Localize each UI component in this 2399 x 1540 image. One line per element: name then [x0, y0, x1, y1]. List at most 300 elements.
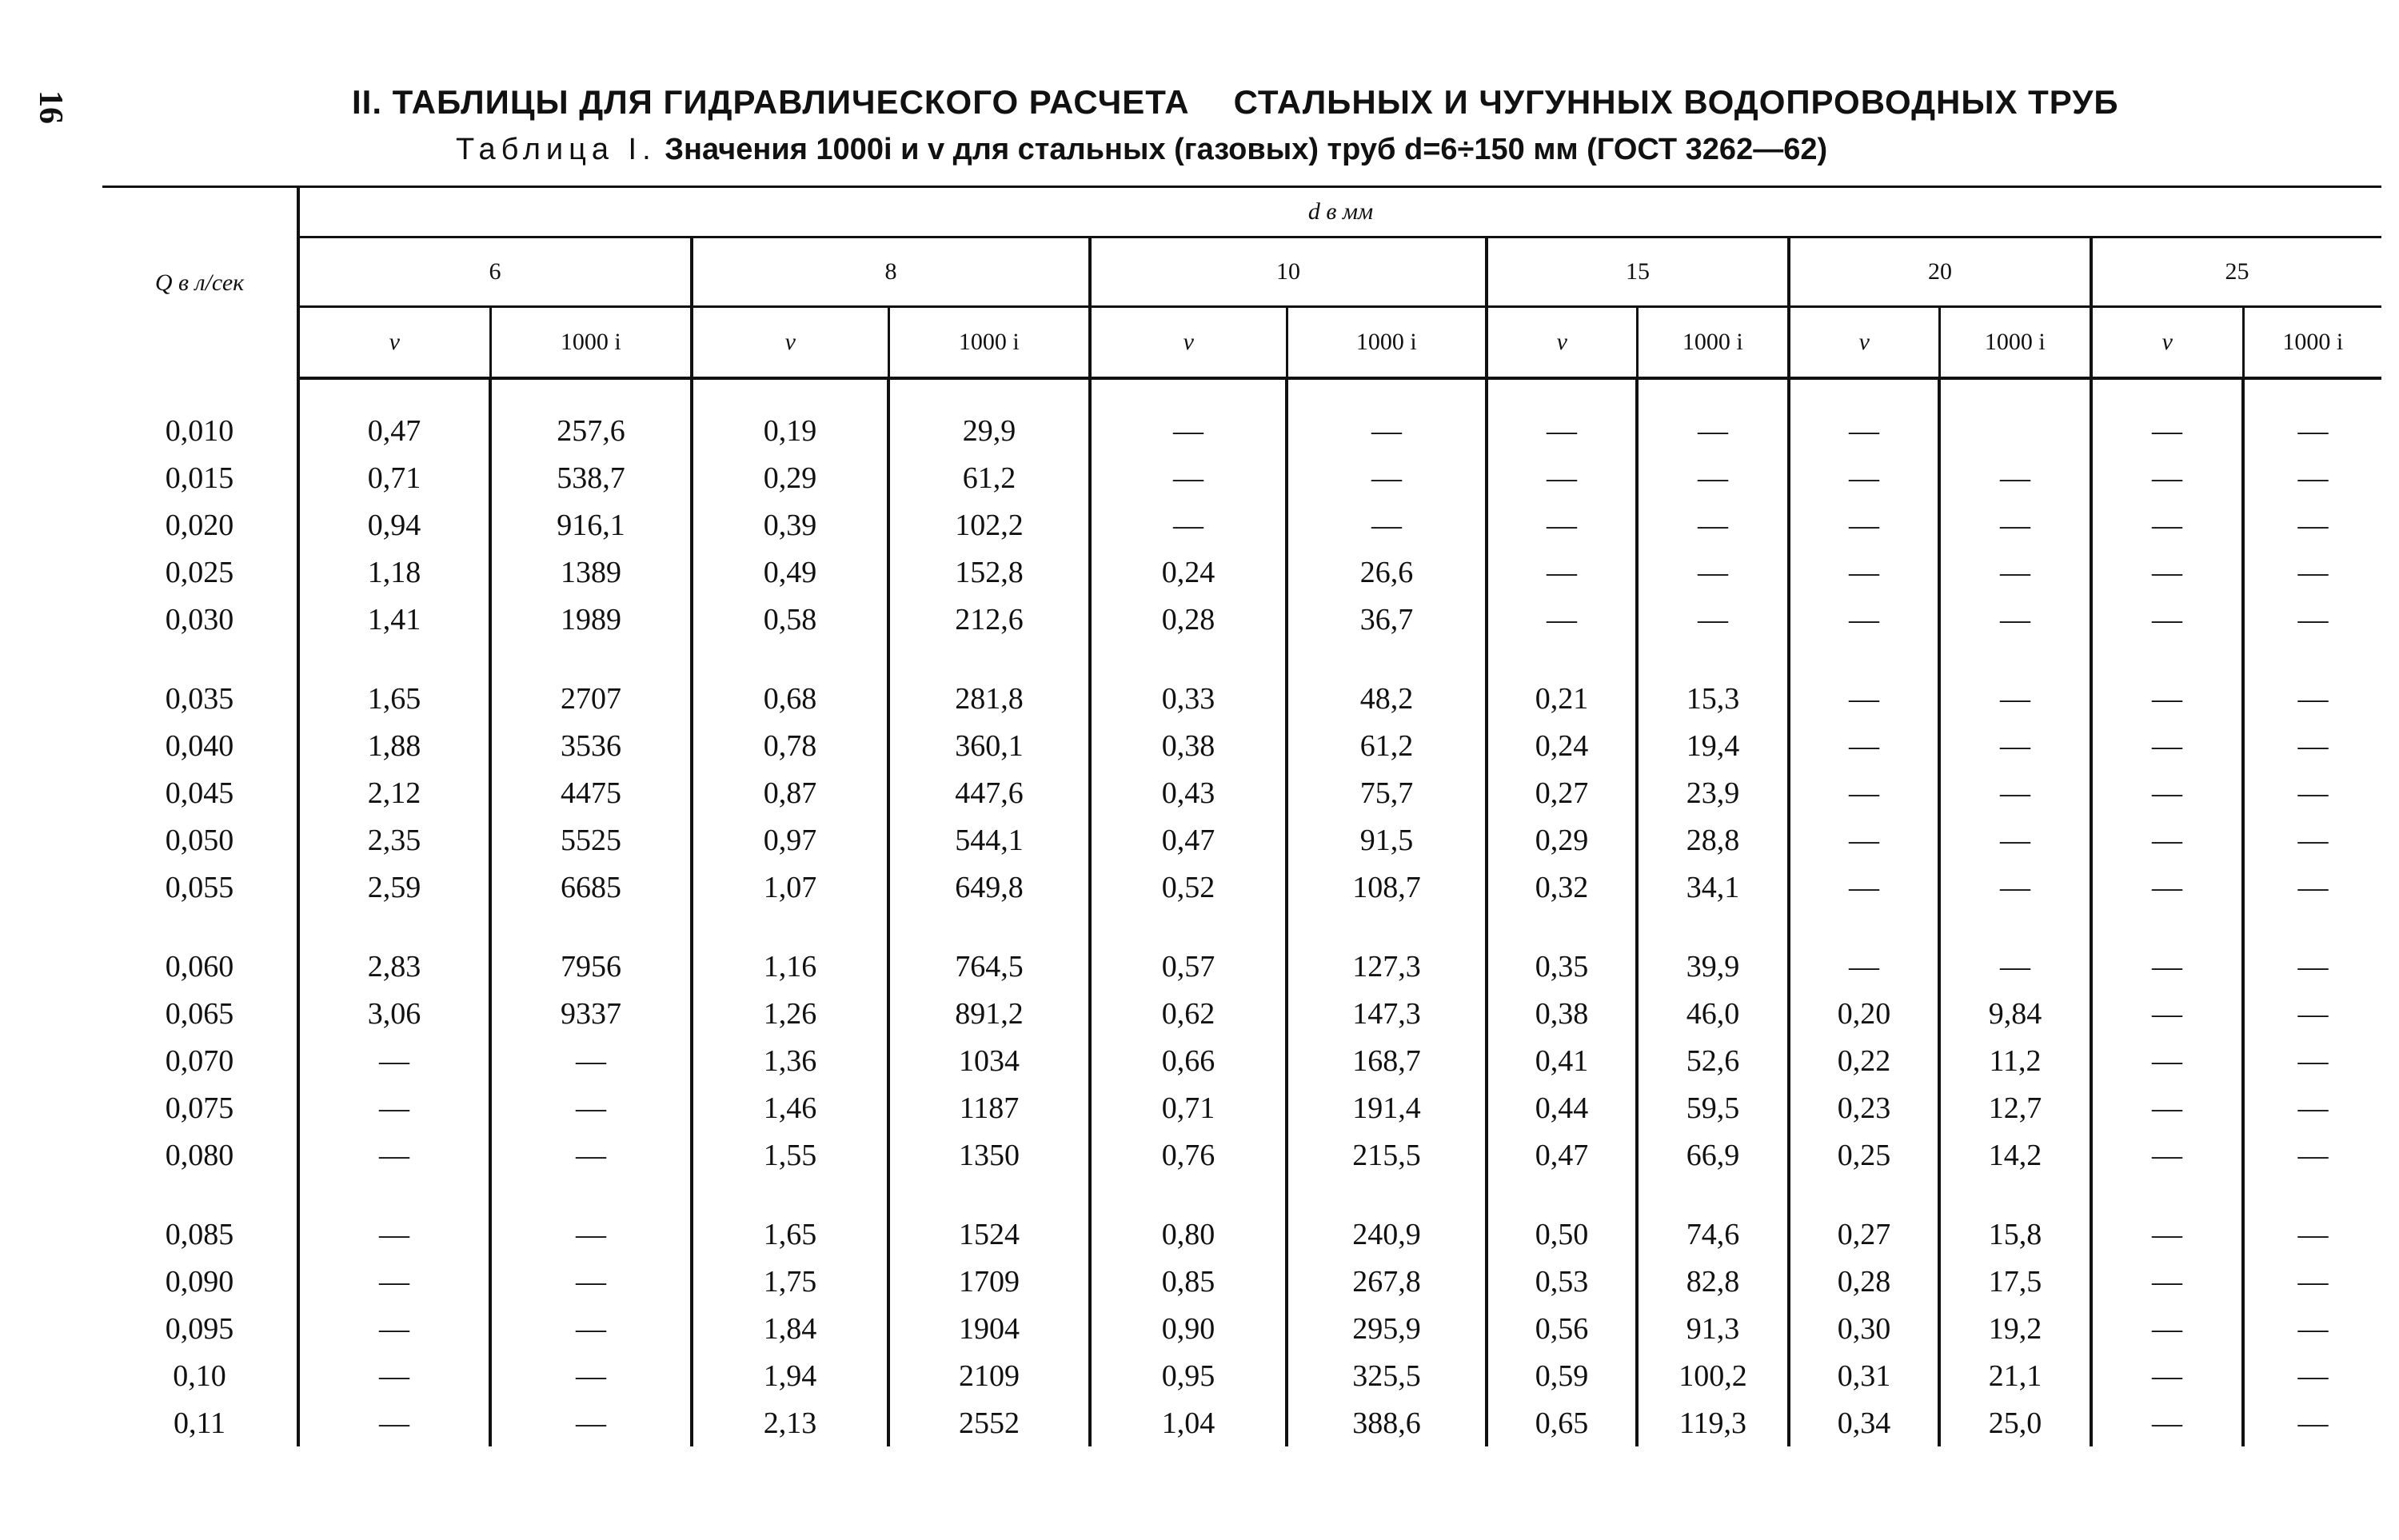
table-row — [102, 722, 2381, 769]
velocity-cell: 0,95 — [1090, 1352, 1287, 1399]
diameter-header: 25 — [2091, 237, 2381, 307]
velocity-subheader: v — [1487, 307, 1637, 379]
head-loss-cell: 2552 — [888, 1399, 1090, 1446]
flow-cell: 0,020 — [102, 501, 298, 549]
velocity-cell: 0,47 — [1487, 1131, 1637, 1179]
head-loss-cell: 29,9 — [888, 407, 1090, 454]
head-loss-cell: — — [1637, 596, 1789, 643]
table-row — [102, 1131, 2381, 1179]
head-loss-cell: 61,2 — [1287, 722, 1487, 769]
head-loss-cell: 1524 — [888, 1211, 1090, 1258]
head-loss-cell: 6685 — [490, 864, 692, 911]
velocity-cell: — — [2091, 549, 2243, 596]
velocity-cell: — — [2091, 1305, 2243, 1352]
velocity-cell: — — [298, 1084, 490, 1131]
head-loss-cell: 544,1 — [888, 816, 1090, 864]
velocity-cell: — — [298, 1131, 490, 1179]
velocity-cell: — — [1789, 407, 1939, 454]
head-loss-cell — [1939, 407, 2091, 454]
table-row — [102, 1399, 2381, 1446]
velocity-cell: — — [1487, 596, 1637, 643]
diameter-row — [102, 237, 2381, 307]
head-loss-cell: 1350 — [888, 1131, 1090, 1179]
velocity-cell: — — [2091, 1258, 2243, 1305]
velocity-cell: 0,21 — [1487, 675, 1637, 722]
velocity-cell: 1,07 — [692, 864, 888, 911]
velocity-cell: 1,65 — [692, 1211, 888, 1258]
velocity-cell: 1,65 — [298, 675, 490, 722]
velocity-cell: 2,83 — [298, 943, 490, 990]
velocity-cell: — — [298, 1037, 490, 1084]
velocity-cell: — — [2091, 1211, 2243, 1258]
velocity-cell: — — [1487, 501, 1637, 549]
head-loss-cell: 152,8 — [888, 549, 1090, 596]
table-header — [102, 187, 2381, 379]
velocity-cell: 0,50 — [1487, 1211, 1637, 1258]
head-loss-cell: 147,3 — [1287, 990, 1487, 1037]
head-loss-cell: 7956 — [490, 943, 692, 990]
velocity-cell: 0,49 — [692, 549, 888, 596]
velocity-cell: 0,53 — [1487, 1258, 1637, 1305]
head-loss-cell: — — [2243, 549, 2381, 596]
head-loss-cell: 66,9 — [1637, 1131, 1789, 1179]
head-loss-cell: 15,8 — [1939, 1211, 2091, 1258]
velocity-cell: — — [1789, 549, 1939, 596]
head-loss-cell: 19,4 — [1637, 722, 1789, 769]
head-loss-cell: 17,5 — [1939, 1258, 2091, 1305]
head-loss-cell: 75,7 — [1287, 769, 1487, 816]
velocity-cell: 0,22 — [1789, 1037, 1939, 1084]
velocity-subheader: v — [692, 307, 888, 379]
velocity-cell: — — [298, 1211, 490, 1258]
velocity-cell: 0,35 — [1487, 943, 1637, 990]
velocity-subheader: v — [1090, 307, 1287, 379]
velocity-cell: 0,80 — [1090, 1211, 1287, 1258]
head-loss-subheader: 1000 i — [1637, 307, 1789, 379]
table-row — [102, 1305, 2381, 1352]
q-header: Q в л/сек — [102, 187, 298, 379]
head-loss-cell: 5525 — [490, 816, 692, 864]
head-loss-cell: — — [2243, 1258, 2381, 1305]
velocity-cell: 1,55 — [692, 1131, 888, 1179]
head-loss-cell: 916,1 — [490, 501, 692, 549]
head-loss-cell: 46,0 — [1637, 990, 1789, 1037]
diameter-header: 6 — [298, 237, 692, 307]
table-row — [102, 675, 2381, 722]
head-loss-cell: — — [490, 1352, 692, 1399]
velocity-cell: 0,39 — [692, 501, 888, 549]
flow-cell: 0,070 — [102, 1037, 298, 1084]
d-header: d в мм — [298, 187, 2381, 237]
velocity-cell: — — [1789, 501, 1939, 549]
flow-cell: 0,040 — [102, 722, 298, 769]
head-loss-cell: 108,7 — [1287, 864, 1487, 911]
velocity-cell: 0,31 — [1789, 1352, 1939, 1399]
velocity-cell: — — [2091, 816, 2243, 864]
table-row — [102, 769, 2381, 816]
head-loss-cell: — — [2243, 407, 2381, 454]
velocity-cell: 1,16 — [692, 943, 888, 990]
flow-cell: 0,090 — [102, 1258, 298, 1305]
head-loss-cell: 9,84 — [1939, 990, 2091, 1037]
head-loss-cell: — — [1287, 454, 1487, 501]
flow-cell: 0,055 — [102, 864, 298, 911]
table-row — [102, 1211, 2381, 1258]
head-loss-cell: — — [2243, 816, 2381, 864]
head-loss-cell: 388,6 — [1287, 1399, 1487, 1446]
head-loss-cell: 19,2 — [1939, 1305, 2091, 1352]
head-loss-cell: — — [2243, 943, 2381, 990]
head-loss-cell: 891,2 — [888, 990, 1090, 1037]
head-loss-cell: — — [1939, 549, 2091, 596]
head-loss-cell: 91,5 — [1287, 816, 1487, 864]
velocity-cell: 0,52 — [1090, 864, 1287, 911]
velocity-cell: 0,59 — [1487, 1352, 1637, 1399]
velocity-cell: 0,65 — [1487, 1399, 1637, 1446]
table-caption — [456, 133, 2135, 167]
head-loss-cell: 649,8 — [888, 864, 1090, 911]
head-loss-cell: 1709 — [888, 1258, 1090, 1305]
velocity-cell: — — [1789, 722, 1939, 769]
head-loss-cell: 1389 — [490, 549, 692, 596]
table-row — [102, 1258, 2381, 1305]
velocity-cell: — — [1090, 501, 1287, 549]
velocity-cell: 0,24 — [1090, 549, 1287, 596]
velocity-cell: 1,75 — [692, 1258, 888, 1305]
head-loss-cell: 21,1 — [1939, 1352, 2091, 1399]
velocity-cell: 1,84 — [692, 1305, 888, 1352]
head-loss-cell: 538,7 — [490, 454, 692, 501]
flow-cell: 0,025 — [102, 549, 298, 596]
table-row — [102, 549, 2381, 596]
velocity-subheader: v — [298, 307, 490, 379]
head-loss-cell: — — [490, 1131, 692, 1179]
velocity-cell: 0,66 — [1090, 1037, 1287, 1084]
head-loss-cell: — — [490, 1258, 692, 1305]
head-loss-cell: — — [1939, 501, 2091, 549]
head-loss-cell: 168,7 — [1287, 1037, 1487, 1084]
velocity-cell: 1,94 — [692, 1352, 888, 1399]
velocity-cell: — — [298, 1305, 490, 1352]
velocity-cell: 2,12 — [298, 769, 490, 816]
velocity-subheader: v — [1789, 307, 1939, 379]
velocity-cell: — — [2091, 1131, 2243, 1179]
head-loss-cell: — — [1637, 454, 1789, 501]
velocity-cell: 1,41 — [298, 596, 490, 643]
velocity-cell: — — [2091, 1352, 2243, 1399]
head-loss-cell: 23,9 — [1637, 769, 1789, 816]
head-loss-cell: 36,7 — [1287, 596, 1487, 643]
head-loss-cell: 127,3 — [1287, 943, 1487, 990]
velocity-cell: 0,38 — [1487, 990, 1637, 1037]
velocity-subheader: v — [2091, 307, 2243, 379]
table-row — [102, 864, 2381, 911]
head-loss-cell: — — [1637, 407, 1789, 454]
flow-cell: 0,045 — [102, 769, 298, 816]
velocity-cell: — — [2091, 769, 2243, 816]
head-loss-cell: 1989 — [490, 596, 692, 643]
velocity-cell: — — [1789, 943, 1939, 990]
velocity-cell: 0,71 — [1090, 1084, 1287, 1131]
head-loss-cell: — — [2243, 769, 2381, 816]
velocity-cell: — — [2091, 990, 2243, 1037]
velocity-cell: 3,06 — [298, 990, 490, 1037]
head-loss-cell: 267,8 — [1287, 1258, 1487, 1305]
flow-cell: 0,10 — [102, 1352, 298, 1399]
flow-cell: 0,015 — [102, 454, 298, 501]
velocity-cell: 0,44 — [1487, 1084, 1637, 1131]
velocity-cell: 0,32 — [1487, 864, 1637, 911]
head-loss-cell: 764,5 — [888, 943, 1090, 990]
head-loss-cell: — — [2243, 1399, 2381, 1446]
head-loss-cell: — — [2243, 864, 2381, 911]
velocity-cell: 1,18 — [298, 549, 490, 596]
head-loss-cell: 34,1 — [1637, 864, 1789, 911]
flow-cell: 0,075 — [102, 1084, 298, 1131]
velocity-cell: 0,20 — [1789, 990, 1939, 1037]
velocity-cell: 0,90 — [1090, 1305, 1287, 1352]
flow-cell: 0,035 — [102, 675, 298, 722]
head-loss-cell: 325,5 — [1287, 1352, 1487, 1399]
velocity-cell: — — [1487, 454, 1637, 501]
table-row — [102, 816, 2381, 864]
head-loss-cell: 2109 — [888, 1352, 1090, 1399]
velocity-cell: 1,46 — [692, 1084, 888, 1131]
head-loss-cell: 74,6 — [1637, 1211, 1789, 1258]
head-loss-cell: — — [1939, 943, 2091, 990]
velocity-cell: — — [1789, 596, 1939, 643]
flow-cell: 0,095 — [102, 1305, 298, 1352]
head-loss-cell: — — [2243, 501, 2381, 549]
head-loss-subheader: 1000 i — [1287, 307, 1487, 379]
head-loss-cell: — — [2243, 1131, 2381, 1179]
flow-cell: 0,050 — [102, 816, 298, 864]
velocity-cell: 0,85 — [1090, 1258, 1287, 1305]
velocity-cell: 0,71 — [298, 454, 490, 501]
subheader-row — [102, 307, 2381, 379]
heading-part-2: СТАЛЬНЫХ И ЧУГУННЫХ ВОДОПРОВОДНЫХ ТРУБ — [1233, 83, 2119, 121]
flow-cell: 0,080 — [102, 1131, 298, 1179]
head-loss-cell: 12,7 — [1939, 1084, 2091, 1131]
velocity-cell: — — [2091, 1084, 2243, 1131]
velocity-cell: — — [1487, 549, 1637, 596]
head-loss-cell: — — [2243, 675, 2381, 722]
head-loss-cell: — — [2243, 990, 2381, 1037]
velocity-cell: 0,29 — [1487, 816, 1637, 864]
diameter-header: 15 — [1487, 237, 1789, 307]
diameter-header: 8 — [692, 237, 1090, 307]
head-loss-cell: — — [1939, 864, 2091, 911]
velocity-cell: 1,26 — [692, 990, 888, 1037]
velocity-cell: — — [2091, 501, 2243, 549]
head-loss-cell: — — [2243, 454, 2381, 501]
velocity-cell: 1,36 — [692, 1037, 888, 1084]
head-loss-cell: — — [1637, 549, 1789, 596]
velocity-cell: 0,68 — [692, 675, 888, 722]
page-heading — [352, 83, 2127, 122]
velocity-cell: 0,29 — [692, 454, 888, 501]
heading-part-1: II. ТАБЛИЦЫ ДЛЯ ГИДРАВЛИЧЕСКОГО РАСЧЕТА — [352, 83, 1190, 121]
head-loss-cell: — — [490, 1399, 692, 1446]
head-loss-subheader: 1000 i — [1939, 307, 2091, 379]
velocity-cell: — — [298, 1258, 490, 1305]
head-loss-cell: 52,6 — [1637, 1037, 1789, 1084]
diameter-header: 20 — [1789, 237, 2091, 307]
velocity-cell: 0,38 — [1090, 722, 1287, 769]
velocity-cell: 0,19 — [692, 407, 888, 454]
velocity-cell: — — [2091, 407, 2243, 454]
velocity-cell: — — [1090, 454, 1287, 501]
head-loss-cell: — — [2243, 1352, 2381, 1399]
head-loss-cell: 447,6 — [888, 769, 1090, 816]
velocity-cell: 2,13 — [692, 1399, 888, 1446]
velocity-cell: 0,41 — [1487, 1037, 1637, 1084]
head-loss-cell: 281,8 — [888, 675, 1090, 722]
head-loss-cell: 295,9 — [1287, 1305, 1487, 1352]
velocity-cell: — — [298, 1399, 490, 1446]
head-loss-cell: — — [490, 1305, 692, 1352]
table-caption-text: Значения 1000i и v для стальных (газовых) труб d=6÷150 мм (ГОСТ 3262—62) — [665, 133, 1828, 166]
diameter-header: 10 — [1090, 237, 1487, 307]
table-row — [102, 990, 2381, 1037]
velocity-cell: — — [2091, 864, 2243, 911]
head-loss-cell: — — [1287, 501, 1487, 549]
head-loss-cell: 9337 — [490, 990, 692, 1037]
head-loss-subheader: 1000 i — [490, 307, 692, 379]
head-loss-cell: 82,8 — [1637, 1258, 1789, 1305]
velocity-cell: 0,58 — [692, 596, 888, 643]
head-loss-cell: — — [2243, 1305, 2381, 1352]
head-loss-subheader: 1000 i — [2243, 307, 2381, 379]
head-loss-cell: 360,1 — [888, 722, 1090, 769]
head-loss-cell: — — [490, 1211, 692, 1258]
velocity-cell: — — [2091, 722, 2243, 769]
velocity-cell: — — [2091, 1399, 2243, 1446]
velocity-cell: 0,28 — [1090, 596, 1287, 643]
head-loss-cell: — — [1287, 407, 1487, 454]
velocity-cell: — — [2091, 454, 2243, 501]
head-loss-cell: — — [1939, 816, 2091, 864]
velocity-cell: 0,47 — [1090, 816, 1287, 864]
head-loss-cell: — — [490, 1084, 692, 1131]
flow-cell: 0,030 — [102, 596, 298, 643]
head-loss-cell: 14,2 — [1939, 1131, 2091, 1179]
velocity-cell: 0,25 — [1789, 1131, 1939, 1179]
velocity-cell: — — [2091, 596, 2243, 643]
head-loss-cell: 1034 — [888, 1037, 1090, 1084]
velocity-cell: — — [2091, 1037, 2243, 1084]
head-loss-cell: 3536 — [490, 722, 692, 769]
head-loss-subheader: 1000 i — [888, 307, 1090, 379]
velocity-cell: 0,76 — [1090, 1131, 1287, 1179]
velocity-cell: 0,27 — [1789, 1211, 1939, 1258]
head-loss-cell: 4475 — [490, 769, 692, 816]
head-loss-cell: 39,9 — [1637, 943, 1789, 990]
head-loss-cell: 28,8 — [1637, 816, 1789, 864]
velocity-cell: 0,97 — [692, 816, 888, 864]
table-caption-label: Таблица I. — [456, 133, 657, 166]
head-loss-cell: — — [2243, 722, 2381, 769]
table-row — [102, 1037, 2381, 1084]
head-loss-cell: — — [1637, 501, 1789, 549]
head-loss-cell: 215,5 — [1287, 1131, 1487, 1179]
table-row — [102, 1352, 2381, 1399]
velocity-cell: 0,33 — [1090, 675, 1287, 722]
velocity-cell: 0,27 — [1487, 769, 1637, 816]
velocity-cell: 0,78 — [692, 722, 888, 769]
table-row — [102, 501, 2381, 549]
hydraulic-table — [102, 186, 2381, 1446]
head-loss-cell: — — [2243, 1037, 2381, 1084]
table-row — [102, 596, 2381, 643]
velocity-cell: — — [2091, 943, 2243, 990]
head-loss-cell: 48,2 — [1287, 675, 1487, 722]
head-loss-cell: 102,2 — [888, 501, 1090, 549]
velocity-cell: 0,56 — [1487, 1305, 1637, 1352]
head-loss-cell: 91,3 — [1637, 1305, 1789, 1352]
head-loss-cell: 1904 — [888, 1305, 1090, 1352]
head-loss-cell: — — [1939, 596, 2091, 643]
head-loss-cell: 25,0 — [1939, 1399, 2091, 1446]
head-loss-cell: 1187 — [888, 1084, 1090, 1131]
head-loss-cell: 59,5 — [1637, 1084, 1789, 1131]
velocity-cell: — — [1789, 864, 1939, 911]
head-loss-cell: 2707 — [490, 675, 692, 722]
table-row — [102, 454, 2381, 501]
flow-cell: 0,085 — [102, 1211, 298, 1258]
head-loss-cell: — — [490, 1037, 692, 1084]
head-loss-cell: 100,2 — [1637, 1352, 1789, 1399]
flow-cell: 0,065 — [102, 990, 298, 1037]
velocity-cell: 0,34 — [1789, 1399, 1939, 1446]
head-loss-cell: 240,9 — [1287, 1211, 1487, 1258]
velocity-cell: — — [1090, 407, 1287, 454]
head-loss-cell: — — [2243, 596, 2381, 643]
velocity-cell: 0,87 — [692, 769, 888, 816]
flow-cell: 0,010 — [102, 407, 298, 454]
velocity-cell: — — [1789, 816, 1939, 864]
velocity-cell: — — [1789, 769, 1939, 816]
velocity-cell: 0,43 — [1090, 769, 1287, 816]
velocity-cell: — — [2091, 675, 2243, 722]
head-loss-cell: 61,2 — [888, 454, 1090, 501]
velocity-cell: 1,88 — [298, 722, 490, 769]
head-loss-cell: 15,3 — [1637, 675, 1789, 722]
head-loss-cell: — — [1939, 454, 2091, 501]
head-loss-cell: 26,6 — [1287, 549, 1487, 596]
velocity-cell: 2,59 — [298, 864, 490, 911]
head-loss-cell: — — [2243, 1084, 2381, 1131]
table-body — [102, 378, 2381, 1446]
head-loss-cell: — — [2243, 1211, 2381, 1258]
flow-cell: 0,11 — [102, 1399, 298, 1446]
velocity-cell: — — [1789, 454, 1939, 501]
head-loss-cell: — — [1939, 722, 2091, 769]
flow-cell: 0,060 — [102, 943, 298, 990]
velocity-cell: — — [298, 1352, 490, 1399]
velocity-cell: 2,35 — [298, 816, 490, 864]
head-loss-cell: 212,6 — [888, 596, 1090, 643]
head-loss-cell: 11,2 — [1939, 1037, 2091, 1084]
velocity-cell: 1,04 — [1090, 1399, 1287, 1446]
velocity-cell: 0,47 — [298, 407, 490, 454]
head-loss-cell: 191,4 — [1287, 1084, 1487, 1131]
velocity-cell: — — [1789, 675, 1939, 722]
velocity-cell: 0,28 — [1789, 1258, 1939, 1305]
velocity-cell: 0,24 — [1487, 722, 1637, 769]
table-row — [102, 407, 2381, 454]
velocity-cell: — — [1487, 407, 1637, 454]
